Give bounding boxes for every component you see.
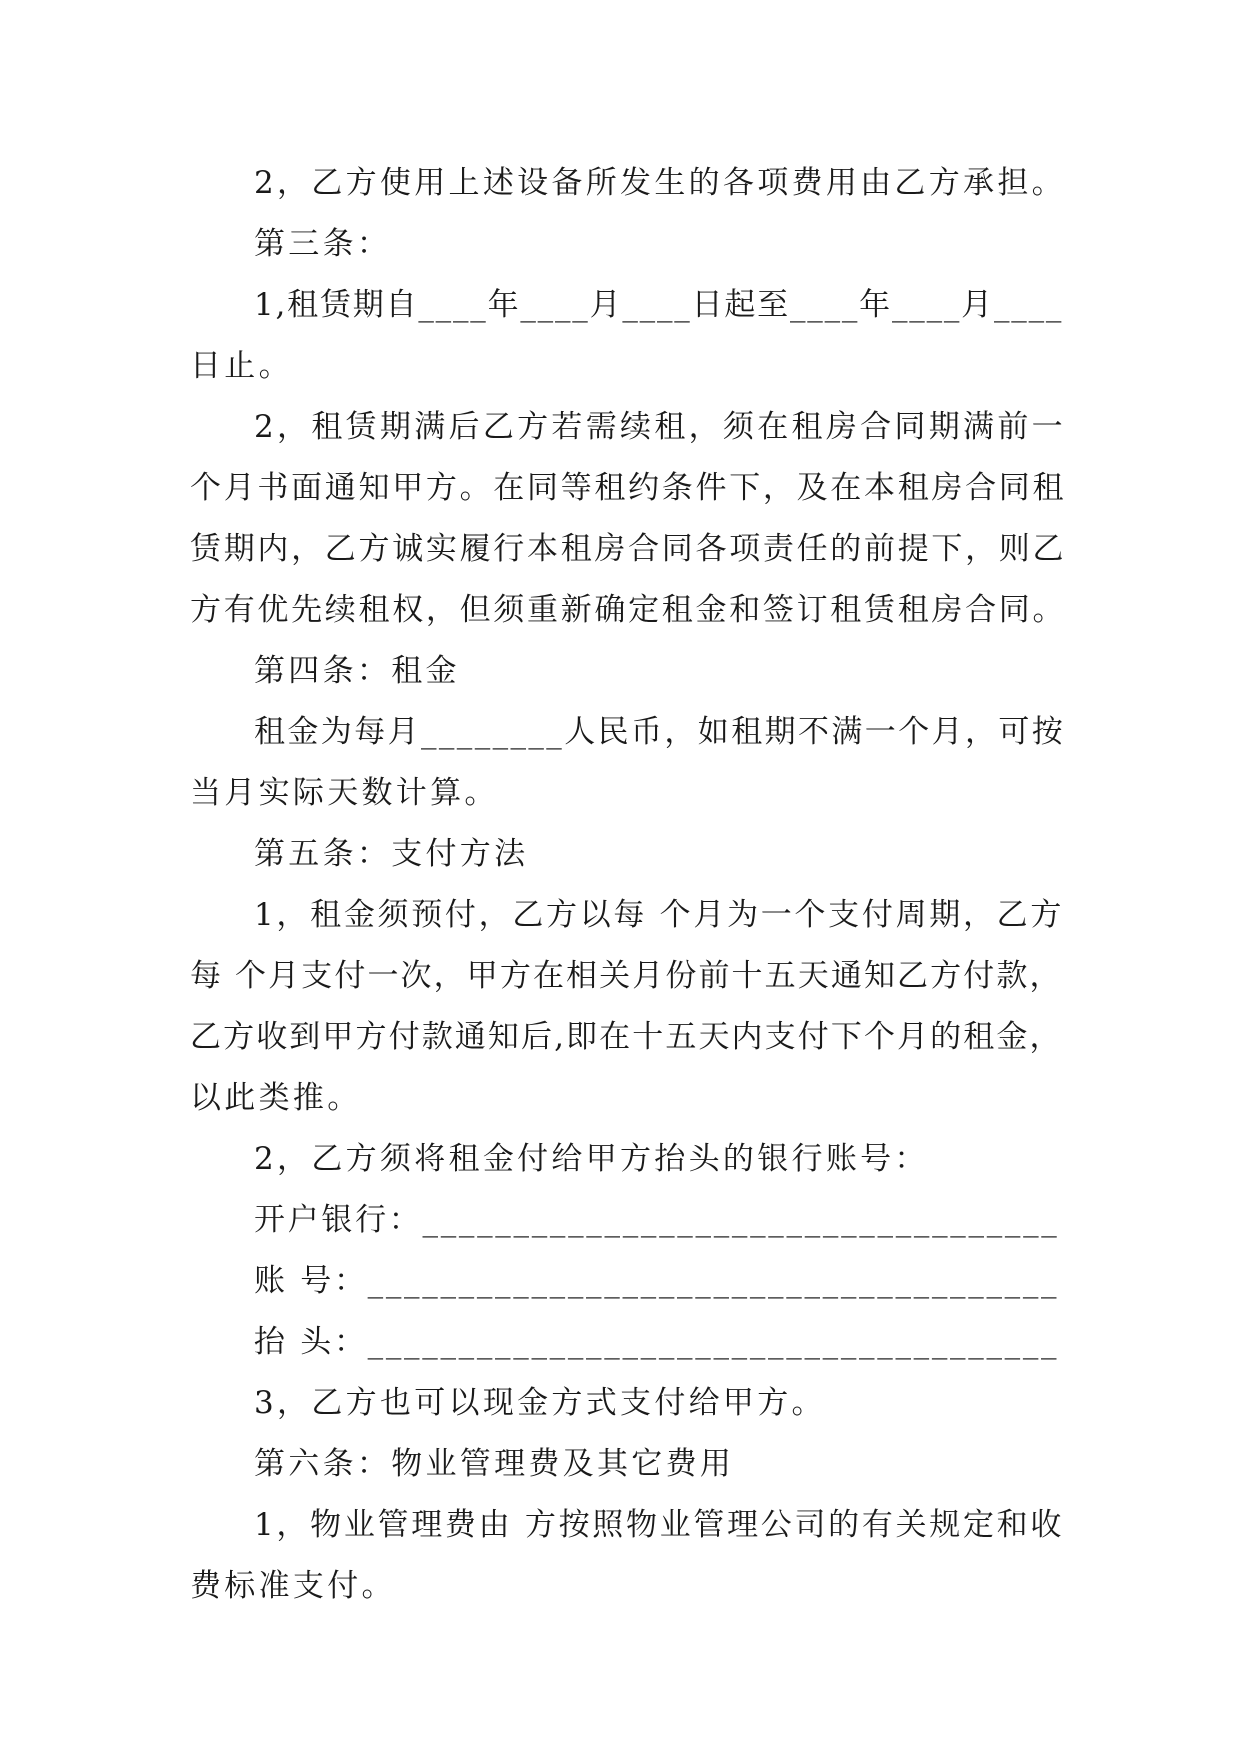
paragraph-line: 方有优先续租权，但须重新确定租金和签订租赁租房合同。 <box>190 592 1067 628</box>
paragraph-line: 赁期内，乙方诚实履行本租房合同各项责任的前提下，则乙 <box>190 531 1067 567</box>
paragraph-line: 乙方收到甲方付款通知后,即在十五天内支付下个月的租金， <box>190 1019 1063 1055</box>
document-page <box>190 153 1065 1617</box>
paragraph-line: 费标准支付。 <box>190 1568 396 1604</box>
article-heading: 第六条：物业管理费及其它费用 <box>254 1446 735 1482</box>
paragraph-line: 3，乙方也可以现金方式支付给甲方。 <box>254 1385 826 1421</box>
paragraph-line: 以此类推。 <box>190 1080 362 1116</box>
paragraph-line: 每 个月支付一次，甲方在相关月份前十五天通知乙方付款， <box>190 958 1063 994</box>
article-heading: 第四条：租金 <box>254 653 460 689</box>
account-field-line: 账 号：______________________________________ <box>254 1263 1060 1299</box>
paragraph-line: 1,租赁期自____年____月____日起至____年____月____ <box>254 287 1064 323</box>
paragraph-line: 2，乙方使用上述设备所发生的各项费用由乙方承担。 <box>254 165 1066 201</box>
article-heading: 第五条：支付方法 <box>254 836 529 872</box>
bank-field-line: 开户银行：___________________________________ <box>254 1202 1060 1238</box>
paragraph-line: 日止。 <box>190 348 293 384</box>
paragraph-line: 租金为每月________人民币，如租期不满一个月，可按 <box>254 714 1066 750</box>
article-heading: 第三条： <box>254 226 392 262</box>
paragraph-line: 当月实际天数计算。 <box>190 775 499 811</box>
payee-field-line: 抬 头：______________________________________ <box>254 1324 1060 1360</box>
paragraph-line: 2，租赁期满后乙方若需续租，须在租房合同期满前一 <box>254 409 1066 445</box>
paragraph-line: 1，租金须预付，乙方以每 个月为一个支付周期，乙方 <box>254 897 1065 933</box>
paragraph-line: 个月书面通知甲方。在同等租约条件下，及在本租房合同租 <box>190 470 1067 506</box>
paragraph-line: 2，乙方须将租金付给甲方抬头的银行账号： <box>254 1141 929 1177</box>
paragraph-line: 1，物业管理费由 方按照物业管理公司的有关规定和收 <box>254 1507 1065 1543</box>
